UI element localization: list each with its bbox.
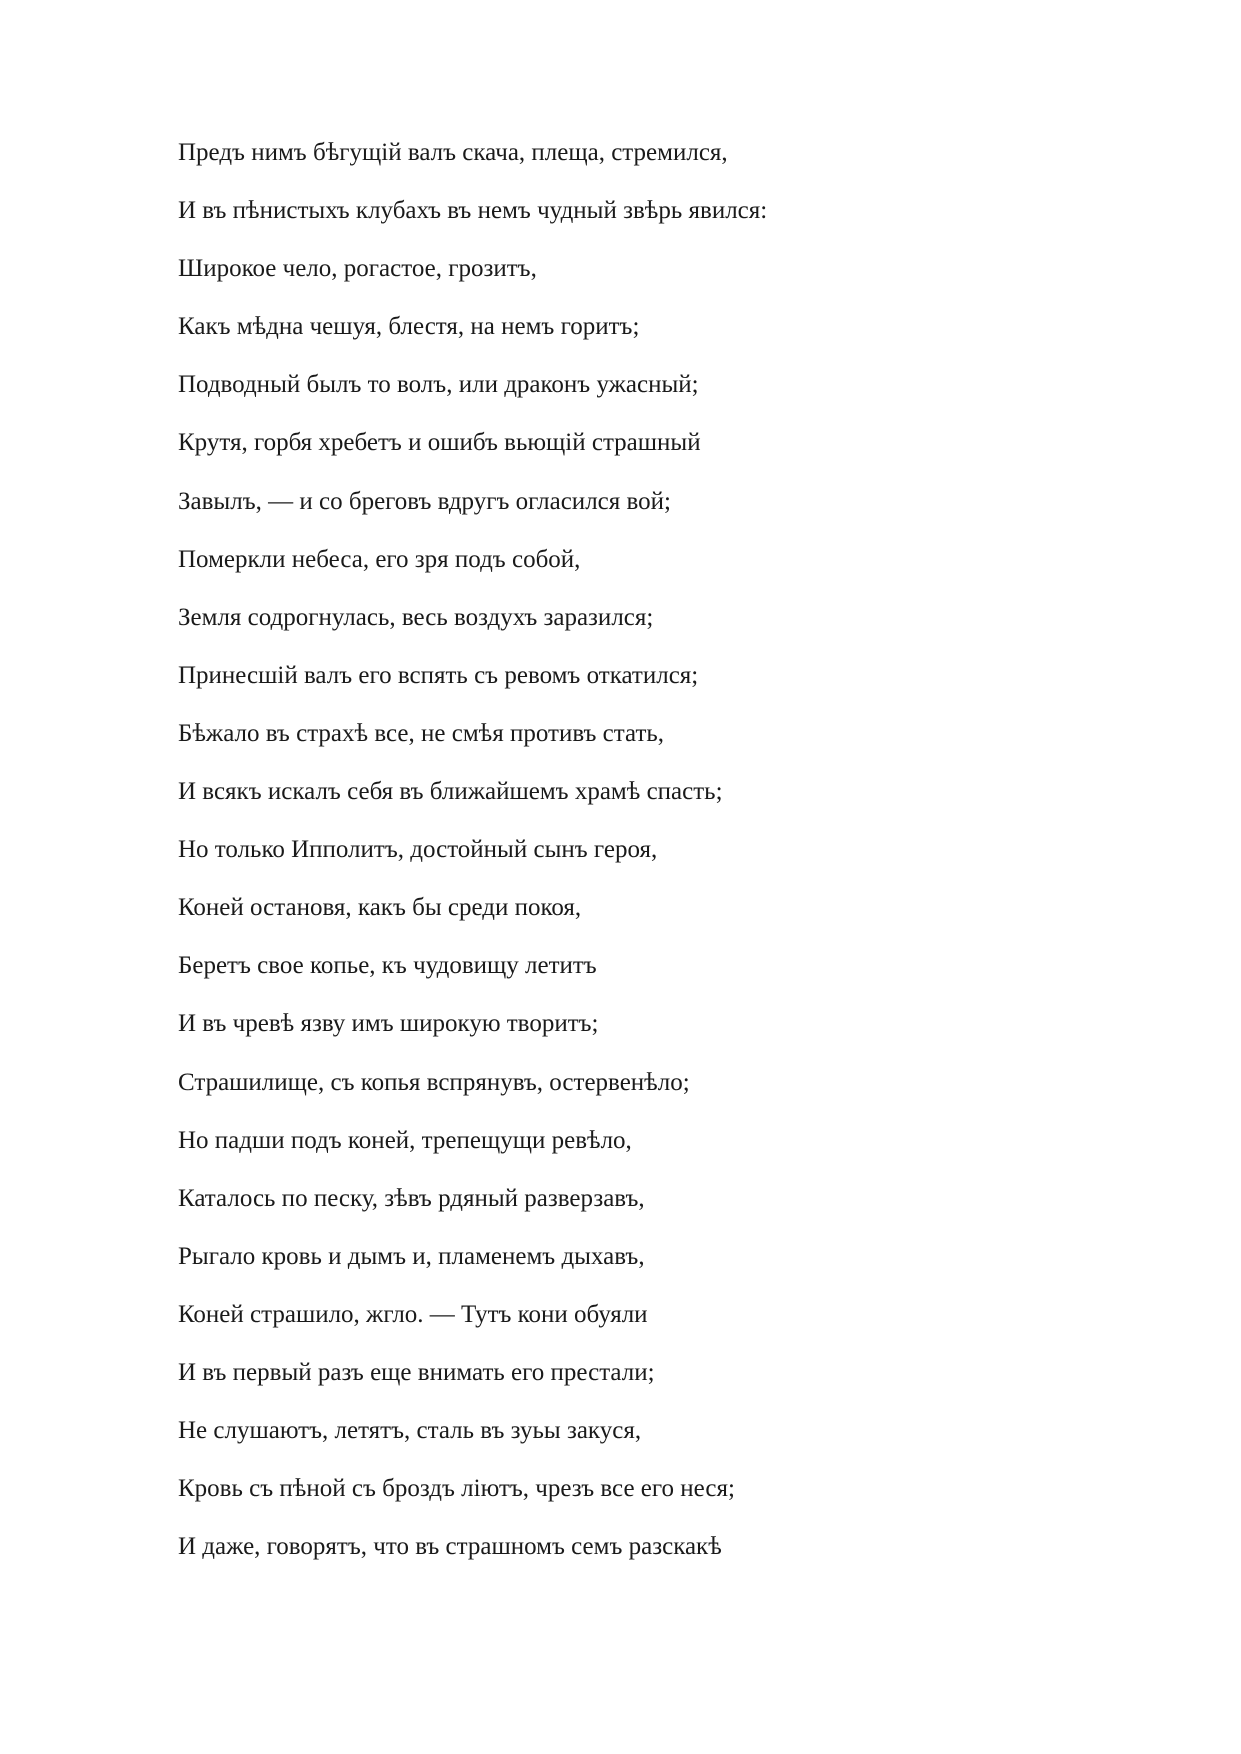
poem-line: Беретъ свое копье, къ чудовищу летитъ: [178, 952, 597, 980]
poem-line: Каталось по песку, зѣвъ рдяный разверзавъ,: [178, 1184, 645, 1212]
poem-line: Померкли небеса, его зря подъ собой,: [178, 545, 581, 573]
poem-line: Кровь съ пѣной съ броздъ ліютъ, чрезъ все его неся;: [178, 1475, 735, 1503]
poem-line: Земля содрогнулась, весь воздухъ заразился;: [178, 603, 654, 631]
poem-line: Но только Ипполитъ, достойный сынъ героя,: [178, 836, 658, 864]
poem-line: Не слушаютъ, летятъ, сталь въ зуьы закуся,: [178, 1417, 642, 1445]
poem-line: И всякъ искалъ себя въ ближайшемъ храмѣ спасть;: [178, 778, 723, 806]
poem-line: Предъ нимъ бѣгущій валъ скача, плеща, стремился,: [178, 139, 728, 166]
poem-line: И даже, говорятъ, что въ страшномъ семъ разскакѣ: [178, 1533, 722, 1561]
poem-line: Рыгало кровь и дымъ и, пламенемъ дыхавъ,: [178, 1242, 645, 1270]
poem-line: Бѣжало въ страхѣ все, не смѣя противъ стать,: [178, 719, 665, 747]
poem-line: Широкое чело, рогастое, грозитъ,: [178, 255, 537, 283]
poem-line: Подводный былъ то волъ, или драконъ ужасный;: [178, 371, 699, 399]
poem-line: Принесшій валъ его вспять съ ревомъ откатился;: [178, 661, 699, 689]
poem-line: Но падши подъ коней, трепещущи ревѣло,: [178, 1126, 632, 1154]
poem-line: И въ первый разъ еще внимать его престали;: [178, 1358, 655, 1386]
poem-line: И въ чревѣ язву имъ широкую творитъ;: [178, 1010, 599, 1038]
poem-line: Крутя, горбя хребетъ и ошибъ вьющій страшный: [178, 429, 701, 457]
poem-line: Коней остановя, какъ бы среди покоя,: [178, 894, 582, 922]
poem-line: Страшилище, съ копья вспрянувъ, остервенѣло;: [178, 1068, 690, 1096]
poem-line: И въ пѣнистыхъ клубахъ въ немъ чудный звѣрь явился:: [178, 197, 768, 225]
poem-line: Коней страшило, жгло. — Тутъ кони обуяли: [178, 1300, 648, 1328]
poem-text: [178, 124, 1138, 1576]
poem-line: Какъ мѣдна чешуя, блестя, на немъ горитъ;: [178, 313, 640, 341]
poem-line: Завылъ, — и со бреговъ вдругъ огласился вой;: [178, 487, 671, 515]
